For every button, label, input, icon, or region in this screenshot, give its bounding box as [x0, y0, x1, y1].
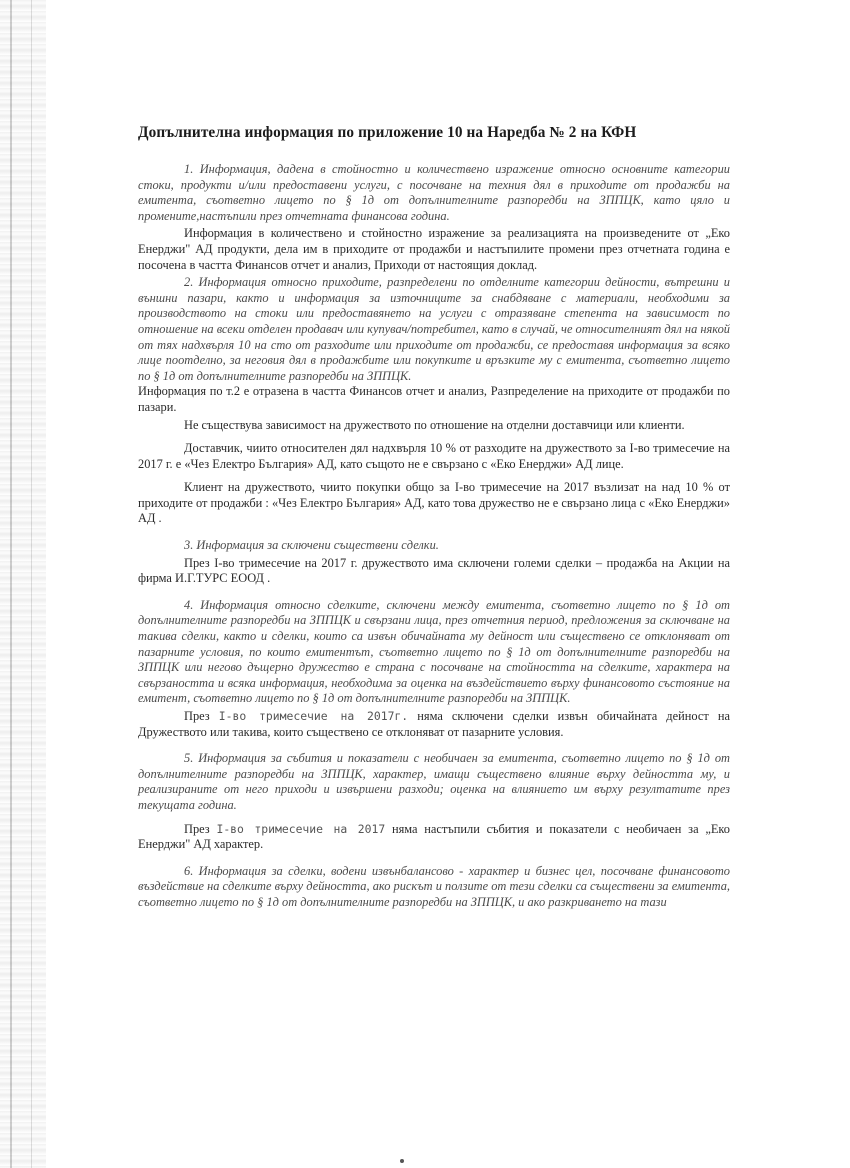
- section-4-text-pre: През: [184, 709, 210, 723]
- section-2-text: Не съществува зависимост на дружеството по отношение на отделни доставчици или клиенти.: [184, 417, 685, 432]
- section-5-heading: 5. Информация за събития и показатели с необичаен за емитента, съответно лицето по § 1д от допълнителните разпоредби на ЗППЦК, характер, имащи съществено влияние върху дейността му, и реализираните от него приходи и извършени разходи; оценка на влиянието им върху резултатите през текущата година.: [138, 751, 730, 812]
- scan-edge-line: [10, 0, 12, 1168]
- section-2-heading: 2. Информация относно приходите, разпределени по отделните категории дейности, вътрешни и външни пазари, както и информация за източниците за снабдяване с материали, необходими за производството на стоки или предоставянето на услуги с отразяване степента на зависимост по отношение на всеки отделен продавач или купувач/потребител, като в случай, че относителният дял на някой от тях надхвърля 10 на сто от разходите или приходите от продажби, се предоставя информация за всяко лице поотделно, за неговия дял в продажбите или покупките и връзките му с емитента, съответно лицето по § 1д от допълнителните разпоредби на ЗППЦК.: [138, 275, 730, 383]
- section-2-text: Информация по т.2 е отразена в частта Финансов отчет и анализ, Разпределение на приходите от продажби по пазари.: [138, 384, 730, 414]
- section-2-text: Доставчик, чиито относителен дял надхвърля 10 % от разходите на дружеството за I-во тримесечие на 2017 г. е «Чез Електро България» АД, като същото не е свързано с «Еко Енерджи» АД лице.: [138, 441, 730, 471]
- scan-speck: [400, 1159, 404, 1163]
- section-2-text: Клиент на дружеството, чиито покупки общо за I-во тримесечие на 2017 възлизат на над 10 % от приходите от продажби : «Чез Електро България» АД, като това дружество не е свързано лица с «Еко Енерджи» АД .: [138, 480, 730, 526]
- section-4-text-period: I-во тримесечие на 2017г.: [218, 709, 409, 723]
- section-4-text: [138, 709, 730, 740]
- section-1-text: Информация в количествено и стойностно изражение за реализацията на произведените от „Еко Енерджи" АД продукти, дела им в приходите от продажби и настъпилите промени през отчетната година е посочена в частта Финансов отчет и анализ, Приходи от настоящия доклад.: [138, 226, 730, 272]
- section-5-text-pre: През: [184, 821, 210, 836]
- section-6-heading: 6. Информация за сделки, водени извънбалансово - характер и бизнес цел, посочване финансовото въздействие на сделките върху дейността, ако рискът и ползите от тези сделки са съществени за емитента, съответно лицето по § 1д от допълнителните разпоредби на ЗППЦК, и ако разкриването на тази: [138, 863, 730, 909]
- section-5-text-period: I-во тримесечие на 2017: [216, 821, 386, 836]
- document-body: [138, 124, 730, 911]
- document-title: Допълнителна информация по приложение 10 на Наредба № 2 на КФН: [138, 124, 637, 141]
- section-3-text: През I-во тримесечие на 2017 г. дружеството има сключени големи сделки – продажба на Акции на фирма И.Г.ТУРС ЕООД .: [138, 555, 730, 586]
- scan-edge-shadow: [0, 0, 46, 1168]
- scan-edge-line: [31, 0, 32, 1168]
- section-5-text-post: няма настъпили събития и показатели с необичаен за „Еко Енерджи" АД характер.: [138, 821, 730, 852]
- section-5-text: [138, 822, 730, 853]
- section-3-heading: 3. Информация за сключени съществени сделки.: [184, 538, 439, 553]
- section-1-heading: 1. Информация, дадена в стойностно и количествено изражение относно основните категории стоки, продукти и/или предоставени услуги, с посочване на техния дял в приходите от продажби на емитента, съответно лицето по § 1д от допълнителните разпоредби на ЗППЦК, като цяло и промените,настъпили през отчетната финансова година.: [138, 162, 730, 223]
- section-4-text-post: няма сключени сделки извън обичайната дейност на Дружеството или такива, които съществено се отклоняват от пазарните условия.: [138, 709, 730, 739]
- section-4-heading: 4. Информация относно сделките, сключени между емитента, съответно лицето по § 1д от допълнителните разпоредби на ЗППЦК и свързани лица, през отчетния период, предложения за сключване на такива сделки, както и сделки, които са извън обичайната му дейност или съществено се отклоняват от пазарните условия, по които емитентът, съответно лицето по § 1д от допълнителните разпоредби на ЗППЦК или негово дъщерно дружество е страна с посочване на стойността на сделките, характера на свързаността и всяка информация, необходима за оценка на въздействието върху финансовото състояние на емитент, съответно лицето по § 1д от допълнителните разпоредби на ЗППЦК.: [138, 597, 730, 706]
